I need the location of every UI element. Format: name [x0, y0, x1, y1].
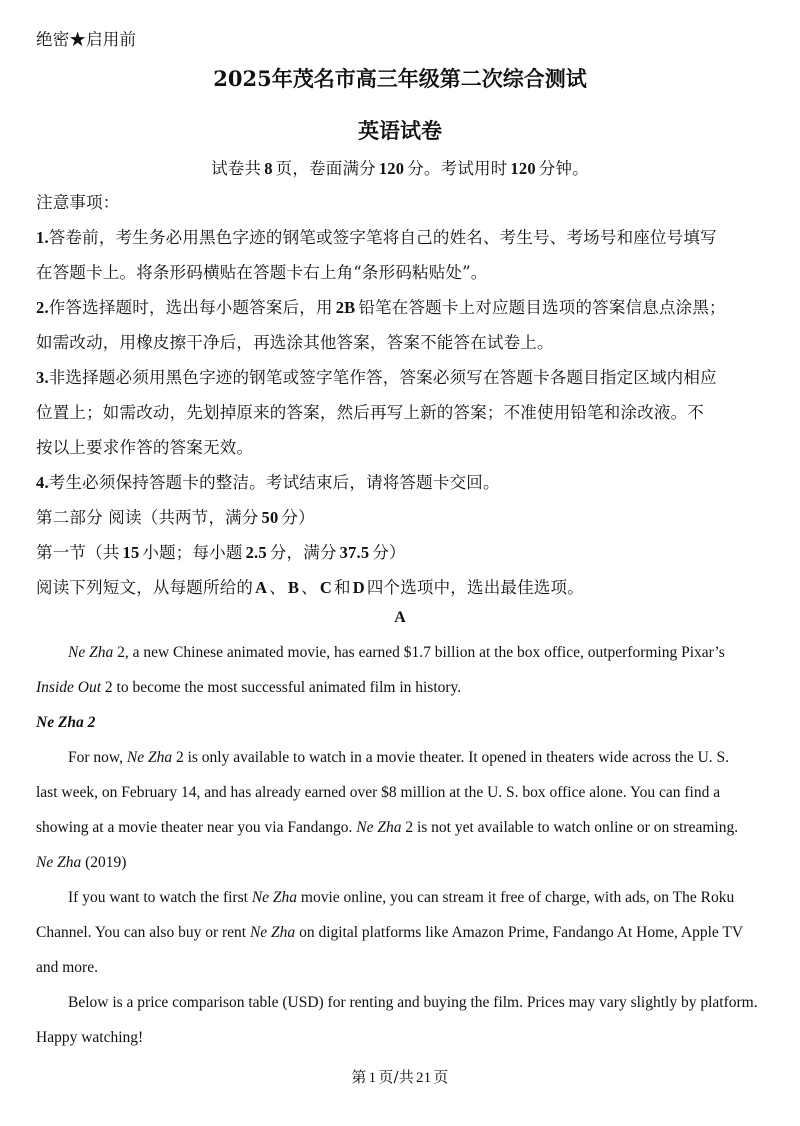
note-2-line-1 — [36, 294, 726, 318]
note-number: 3. — [36, 368, 49, 387]
option-c: C — [319, 578, 332, 597]
instruction-text: 、 — [269, 578, 286, 597]
film-title: Ne Zha — [126, 749, 173, 766]
note-2-line-2: 如需改动，用橡皮擦干净后，再选涂其他答案，答案不能答在试卷上。 — [36, 333, 554, 352]
note-number: 2. — [36, 298, 49, 317]
section-heading — [36, 539, 406, 563]
film-title: Ne Zha — [68, 644, 114, 661]
part-text: 第二部分 阅读（共两节，满分 — [36, 508, 259, 527]
current-page: 1 — [368, 1070, 377, 1086]
note-1-line-2: 在答题卡上。将条形码横贴在答题卡右上角“条形码粘贴处”。 — [36, 263, 488, 282]
pencil-grade: 2B — [335, 298, 356, 317]
film-title: Ne Zha — [249, 924, 296, 941]
instruction-text: 和 — [333, 578, 351, 597]
option-a: A — [255, 578, 268, 597]
info-time: 120 — [510, 159, 536, 178]
passage-text: Channel. You can also buy or rent — [36, 924, 250, 941]
film-title: Ne Zha — [356, 819, 402, 836]
page-text: 页/共 — [378, 1068, 414, 1086]
passage-text: showing at a movie theater near you via Fandango. — [36, 819, 357, 836]
part-text: 分） — [281, 508, 315, 527]
instruction-text: 、 — [301, 578, 318, 597]
part-heading — [36, 504, 315, 528]
passage-text: 2 is not yet available to watch online or on streaming. — [401, 819, 739, 836]
section-text: 小题；每小题 — [142, 543, 243, 562]
passage-p3-line-1 — [68, 889, 734, 907]
passage-p1-line-1 — [68, 644, 725, 662]
film-title: Inside Out — [36, 679, 102, 696]
passage-text: movie online, you can stream it free of charge, with ads, on The Roku — [297, 889, 735, 906]
passage-p3-line-3: and more. — [36, 959, 98, 976]
note-3-line-1 — [36, 364, 717, 388]
note-1-line-1 — [36, 224, 717, 248]
note-text: 非选择题必须用黑色字迹的钢笔或签字笔作答，答案必须写在答题卡各题目指定区域内相应 — [48, 368, 717, 387]
film-title: Ne Zha — [251, 889, 298, 906]
section-text: 第一节（共 — [36, 543, 120, 562]
section-text: 分，满分 — [269, 543, 337, 562]
secrecy-label: 绝密★启用前 — [36, 30, 137, 49]
info-pages: 8 — [264, 159, 273, 178]
page-number — [0, 1066, 800, 1087]
passage-p4-line-2: Happy watching! — [36, 1029, 144, 1046]
section-text: 分） — [372, 543, 406, 562]
passage-p2-line-1 — [68, 749, 729, 767]
passage-p4-line-1: Below is a price comparison table (USD) for renting and buying the film. Prices may vary slightly by platform. — [68, 994, 758, 1011]
note-3-line-2: 位置上；如需改动，先划掉原来的答案，然后再写上新的答案；不准使用铅笔和涂改液。不 — [36, 403, 704, 422]
film-title: Ne Zha — [36, 854, 82, 871]
reading-instruction — [36, 574, 584, 598]
passage-text: If you want to watch the first — [68, 889, 252, 906]
option-d: D — [352, 578, 365, 597]
instruction-text: 四个选项中，选出最佳选项。 — [366, 578, 584, 597]
total-pages: 21 — [415, 1070, 432, 1086]
note-number: 4. — [36, 473, 49, 492]
film-year: (2019) — [81, 854, 127, 871]
passage-p3-line-2 — [36, 924, 743, 942]
passage-text: 2 is only available to watch in a movie theater. It opened in theaters wide across the U. S. — [172, 749, 730, 766]
passage-label: A — [394, 609, 406, 626]
passage-p2-line-2: last week, on February 14, and has already earned over $8 million at the U. S. box office alone. You can find a — [36, 784, 721, 801]
note-4-line-1 — [36, 469, 500, 493]
info-score: 120 — [378, 159, 405, 178]
section-each: 2.5 — [245, 543, 267, 562]
info-text: 分。考试用时 — [407, 159, 508, 178]
exam-info — [0, 155, 800, 179]
exam-title: 2025年茂名市高三年级第二次综合测试 — [213, 66, 587, 91]
note-text: 考生必须保持答题卡的整洁。考试结束后，请将答题卡交回。 — [48, 473, 500, 492]
info-text: 分钟。 — [538, 159, 589, 178]
info-text: 页，卷面满分 — [275, 159, 376, 178]
notes-heading: 注意事项： — [36, 193, 120, 212]
info-text: 试卷共 — [211, 159, 262, 178]
part-score: 50 — [261, 508, 279, 527]
passage-text: 2 to become the most successful animated film in history. — [101, 679, 462, 696]
passage-text: 2, a new Chinese animated movie, has earned $1.7 billion at the box office, outperforming Pixar’s — [113, 644, 725, 661]
page-text: 第 — [351, 1068, 367, 1086]
page-text: 页 — [433, 1068, 449, 1086]
note-text: 答卷前，考生务必用黑色字迹的钢笔或签字笔将自己的姓名、考生号、考场号和座位号填写 — [48, 228, 717, 247]
section-total: 37.5 — [339, 543, 370, 562]
note-text: 作答选择题时，选出每小题答案后，用 — [48, 298, 333, 317]
passage-p1-line-2 — [36, 679, 461, 697]
note-3-line-3: 按以上要求作答的答案无效。 — [36, 438, 254, 457]
subheading-ne-zha-2: Ne Zha 2 — [36, 714, 96, 731]
section-count: 15 — [122, 543, 140, 562]
passage-text: on digital platforms like Amazon Prime, Fandango At Home, Apple TV — [295, 924, 744, 941]
instruction-text: 阅读下列短文，从每题所给的 — [36, 578, 254, 597]
subheading-ne-zha-2019 — [36, 854, 126, 872]
passage-p2-line-3 — [36, 819, 738, 837]
note-number: 1. — [36, 228, 49, 247]
passage-text: For now, — [68, 749, 127, 766]
option-b: B — [287, 578, 300, 597]
subject-title: 英语试卷 — [358, 118, 442, 143]
note-text: 铅笔在答题卡上对应题目选项的答案信息点涂黑； — [358, 298, 726, 317]
